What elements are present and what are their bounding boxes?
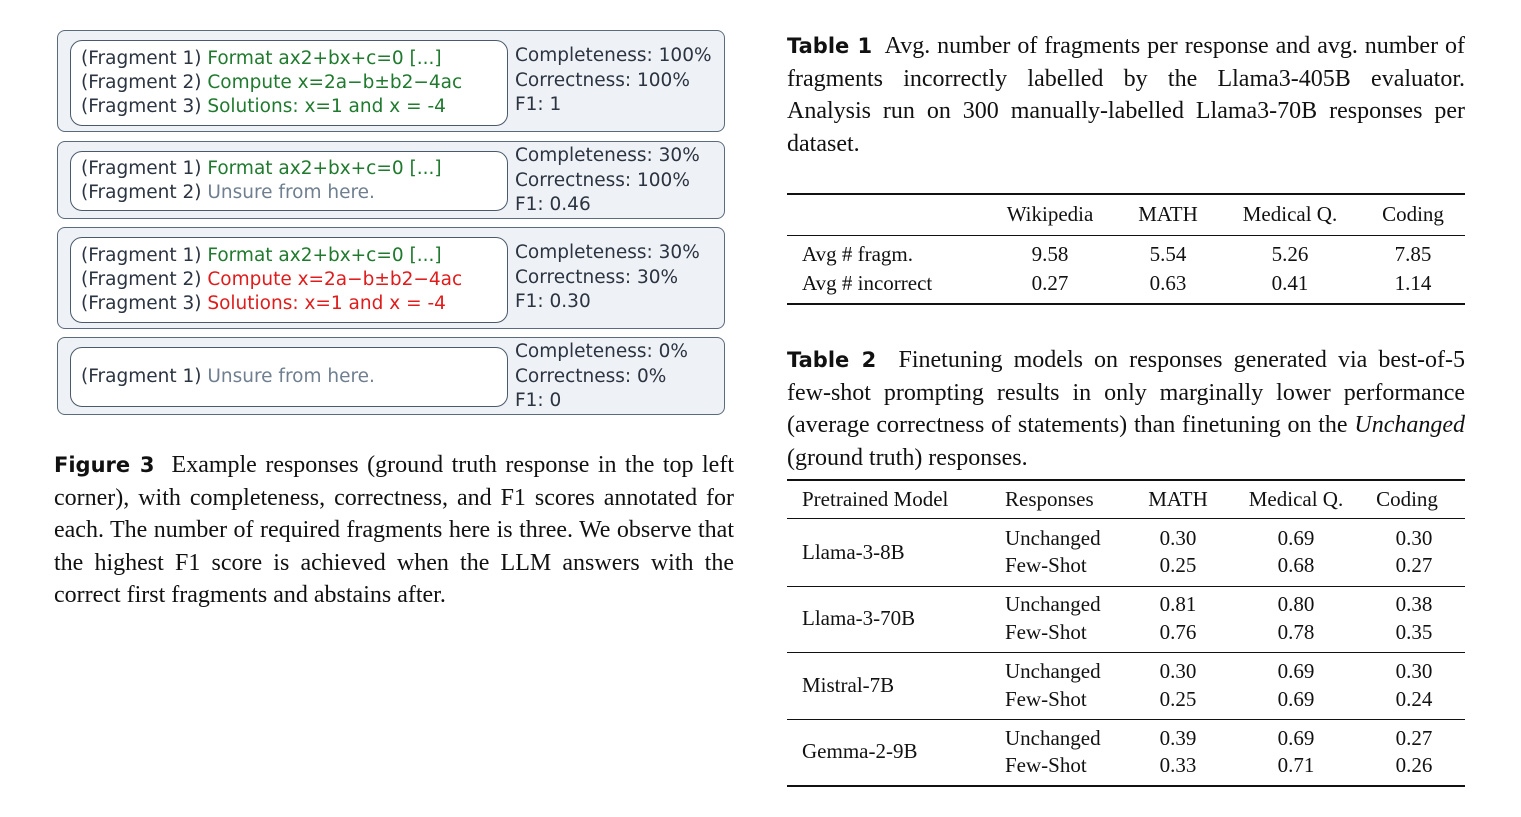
row-label: Avg # fragm. [802,242,913,266]
fragment-text: Format ax2+bx+c=0 [...] [207,157,442,179]
table-cell: 0.27 [1395,726,1433,750]
fragment-line [81,365,507,389]
response-box [70,151,508,211]
completeness-score: Completeness: 30% [515,242,700,263]
row-label: Avg # incorrect [802,271,933,295]
table-cell: 7.85 [1394,242,1432,266]
table-cell: 9.58 [1031,242,1069,266]
table-cell: 0.35 [1395,620,1433,644]
table-cell: 0.68 [1277,553,1315,577]
completeness-score: Completeness: 100% [515,45,712,66]
top-rule [787,193,1465,195]
fragment-label: (Fragment 1) [81,47,202,69]
group-rule [787,652,1465,653]
caption-text-end: (ground truth) responses. [787,444,1028,471]
model-name: Mistral-7B [802,673,895,697]
fragment-label: (Fragment 2) [81,268,202,290]
table-cell: 0.80 [1277,592,1315,616]
model-name: Llama-3-70B [802,606,916,630]
fragment-line [81,292,507,316]
response-type: Few-Shot [1005,620,1087,644]
table-cell: 0.38 [1395,592,1433,616]
column-header: Medical Q. [1248,487,1344,511]
model-name: Gemma-2-9B [802,739,918,763]
table-cell: 0.30 [1395,659,1433,683]
correctness-score: Correctness: 100% [515,69,690,91]
f1-score: F1: 1 [515,94,562,115]
fragment-label: (Fragment 1) [81,365,202,387]
response-type: Unchanged [1005,659,1101,683]
header-rule [787,235,1465,236]
model-name: Llama-3-8B [802,540,905,564]
table-cell: 0.27 [1395,553,1433,577]
header-rule [787,518,1465,519]
score-list [515,144,700,218]
fragment-line [81,157,507,181]
response-type: Few-Shot [1005,753,1087,777]
table-cell: 0.27 [1031,271,1069,295]
table-cell: 0.33 [1159,753,1197,777]
column-header: Pretrained Model [802,487,949,511]
table-1-caption [787,30,1465,160]
completeness-score: Completeness: 30% [515,145,700,166]
table-cell: 0.25 [1159,687,1197,711]
table-cell: 0.78 [1277,620,1315,644]
fragment-label: (Fragment 2) [81,182,202,203]
caption-emphasis: Unchanged [1354,412,1465,439]
f1-score: F1: 0.46 [515,194,591,215]
column-header: Coding [1382,202,1444,226]
bottom-rule [787,785,1465,787]
caption-label: Table 2 [787,348,877,372]
score-list [515,44,712,118]
group-rule [787,586,1465,587]
example-panel [57,30,725,132]
table-cell: 0.81 [1159,592,1197,616]
fragment-label: (Fragment 2) [81,71,202,93]
fragment-label: (Fragment 3) [81,96,202,118]
response-box [70,40,508,126]
table-2-caption [787,344,1465,474]
caption-text: Avg. number of fragments per response and avg. number of fragments incorrectly labelled by the Llama3-405B evaluator. Analysis run on 300 manually-labelled Llama3-70B responses per dataset. [787,33,1465,157]
response-type: Unchanged [1005,592,1101,616]
fragment-label: (Fragment 1) [81,157,202,179]
caption-label: Table 1 [787,34,873,58]
table-cell: 5.54 [1149,242,1187,266]
fragment-label: (Fragment 1) [81,244,202,266]
table-cell: 5.26 [1271,242,1309,266]
response-type: Few-Shot [1005,687,1087,711]
column-header: MATH [1138,202,1198,226]
example-panel [57,227,725,329]
response-type: Few-Shot [1005,553,1087,577]
table-cell: 0.24 [1395,687,1433,711]
response-type: Unchanged [1005,726,1101,750]
table-cell: 0.41 [1271,271,1309,295]
table-cell: 0.39 [1159,726,1197,750]
response-type: Unchanged [1005,526,1101,550]
table-cell: 0.63 [1149,271,1187,295]
response-box [70,237,508,323]
table-cell: 0.30 [1159,526,1197,550]
table-cell: 0.25 [1159,553,1197,577]
correctness-score: Correctness: 100% [515,169,690,191]
example-panel [57,141,725,219]
fragment-line [81,268,507,292]
table-cell: 0.30 [1159,659,1197,683]
top-rule [787,479,1465,481]
table-cell: 0.69 [1277,687,1315,711]
column-header: MATH [1148,487,1208,511]
fragment-text: Compute x=2a−b±b2−4ac [207,268,463,290]
table-cell: 0.69 [1277,726,1315,750]
table-cell: 0.26 [1395,753,1433,777]
fragment-text: Compute x=2a−b±b2−4ac [207,71,463,93]
fragment-text: Solutions: x=1 and x = -4 [207,293,446,315]
fragment-label: (Fragment 3) [81,293,202,315]
group-rule [787,719,1465,720]
f1-score: F1: 0 [515,390,562,411]
f1-score: F1: 0.30 [515,291,591,312]
fragment-text: Unsure from here. [207,182,375,203]
column-header: Wikipedia [1006,202,1094,226]
fragment-text: Format ax2+bx+c=0 [...] [207,244,442,266]
score-list [515,241,700,315]
correctness-score: Correctness: 0% [515,365,667,387]
figure-3-caption [54,449,734,612]
column-header: Coding [1376,487,1438,511]
response-box [70,347,508,407]
fragment-text: Unsure from here. [207,365,375,387]
table-cell: 0.69 [1277,526,1315,550]
table-cell: 0.69 [1277,659,1315,683]
column-header: Responses [1005,487,1094,511]
score-list [515,340,688,414]
caption-text: Example responses (ground truth response in the top left corner), with completeness, correctness, and F1 scores annotated for each. The number of required fragments here is three. We observe that the highest F1 score is achieved when the LLM answers with the correct first fragments and abstains after. [54,452,734,609]
example-panel [57,337,725,415]
fragment-line [81,47,507,71]
column-header: Medical Q. [1242,202,1338,226]
fragment-line [81,71,507,95]
caption-label: Figure 3 [54,453,155,477]
bottom-rule [787,303,1465,305]
caption-text: Finetuning models on responses generated via best-of-5 few-shot prompting results in only marginally lower performance (average correctness of statements) than finetuning on the [787,347,1466,439]
fragment-line [81,181,507,205]
table-cell: 0.76 [1159,620,1197,644]
fragment-line [81,244,507,268]
fragment-text: Solutions: x=1 and x = -4 [207,96,446,118]
correctness-score: Correctness: 30% [515,266,679,288]
table-cell: 1.14 [1394,271,1432,295]
fragment-text: Format ax2+bx+c=0 [...] [207,47,442,69]
table-cell: 0.30 [1395,526,1433,550]
fragment-line [81,95,507,119]
completeness-score: Completeness: 0% [515,341,689,362]
table-cell: 0.71 [1277,753,1315,777]
